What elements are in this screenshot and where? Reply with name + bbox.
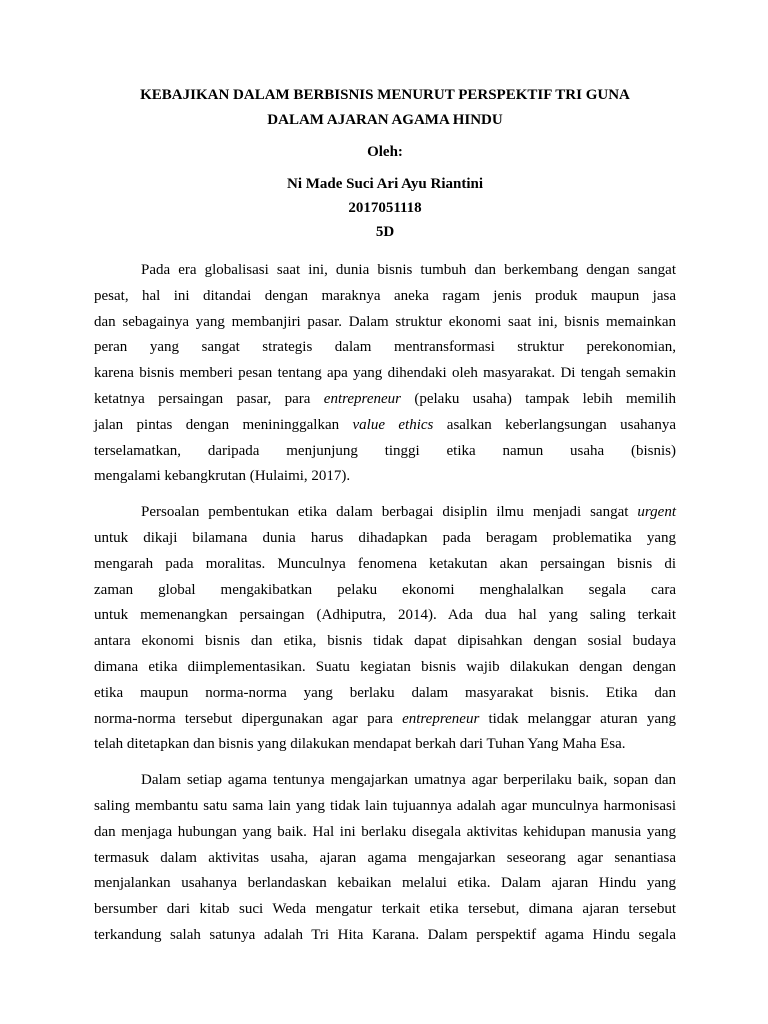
student-number: 2017051118	[348, 200, 422, 216]
title-line-2: DALAM AJARAN AGAMA HINDU	[267, 112, 503, 128]
oleh-label: Oleh:	[367, 144, 403, 160]
paragraph	[94, 500, 676, 758]
paragraph-line: norma-norma tersebut dipergunakan agar para entrepreneur tidak melanggar aturan yang	[94, 710, 676, 727]
paragraph	[94, 258, 676, 490]
paragraph-line: jalan pintas dengan menininggalkan value ethics asalkan keberlangsungan usahanya	[94, 416, 676, 433]
document-header	[94, 86, 676, 242]
paragraph-line: Dalam setiap agama tentunya mengajarkan umatnya agar berperilaku baik, sopan dan	[141, 772, 676, 789]
paragraph-line: terkandung salah satunya adalah Tri Hita Karana. Dalam perspektif agama Hindu segala	[94, 926, 676, 943]
paragraph-line: terselamatkan, daripada menjunjung tinggi etika namun usaha (bisnis)	[94, 442, 676, 459]
class-label: 5D	[375, 224, 395, 240]
paragraph-line: dimana etika diimplementasikan. Suatu kegiatan bisnis wajib dilakukan dengan dengan	[94, 658, 676, 675]
paragraph-line: Pada era globalisasi saat ini, dunia bisnis tumbuh dan berkembang dengan sangat	[141, 262, 676, 278]
italic-term: entrepreneur	[402, 710, 480, 727]
paragraph-line: zaman global mengakibatkan pelaku ekonomi menghalalkan segala cara	[94, 581, 676, 598]
paragraph-line: peran yang sangat strategis dalam mentransformasi struktur perekonomian,	[94, 339, 676, 356]
paragraph-line: dan menjaga hubungan yang baik. Hal ini berlaku disegala aktivitas kehidupan manusia yang	[94, 823, 676, 840]
title-line-1: KEBAJIKAN DALAM BERBISNIS MENURUT PERSPEKTIF TRI GUNA	[140, 87, 630, 103]
paragraph-line: pesat, hal ini ditandai dengan maraknya aneka ragam jenis produk maupun jasa	[94, 287, 676, 304]
author-name: Ni Made Suci Ari Ayu Riantini	[287, 176, 483, 192]
paragraph-line: Persoalan pembentukan etika dalam berbagai disiplin ilmu menjadi sangat urgent	[141, 504, 676, 521]
paragraph-line: untuk dikaji bilamana dunia harus dihadapkan pada beragam problematika yang	[94, 529, 676, 546]
paragraph-line: antara ekonomi bisnis dan etika, bisnis tidak dapat dipisahkan dengan sosial budaya	[94, 633, 676, 650]
paragraph-line: bersumber dari kitab suci Weda mengatur terkait etika tersebut, dimana ajaran tersebut	[94, 901, 676, 918]
paragraph-line: telah ditetapkan dan bisnis yang dilakukan mendapat berkah dari Tuhan Yang Maha Esa.	[94, 736, 626, 753]
paragraph	[94, 768, 676, 949]
paragraph-line: termasuk dalam aktivitas usaha, ajaran agama mengajarkan seseorang agar senantiasa	[94, 849, 676, 866]
paragraph-line: saling membantu satu sama lain yang tidak lain tujuannya adalah agar munculnya harmonisasi	[94, 797, 676, 814]
paragraph-line: dan sebagainya yang membanjiri pasar. Dalam struktur ekonomi saat ini, bisnis memainkan	[94, 313, 676, 330]
paragraph-line: mengarah pada moralitas. Munculnya fenomena ketakutan akan persaingan bisnis di	[94, 555, 676, 572]
paragraph-line: untuk memenangkan persaingan (Adhiputra, 2014). Ada dua hal yang saling terkait	[94, 607, 676, 624]
paragraph-line: mengalami kebangkrutan (Hulaimi, 2017).	[94, 468, 351, 485]
document-body	[94, 258, 676, 949]
italic-term: value ethics	[352, 416, 434, 433]
paragraph-line: etika maupun norma-norma yang berlaku dalam masyarakat bisnis. Etika dan	[94, 684, 676, 701]
paragraph-line: menjalankan usahanya berlandaskan kebaikan melalui etika. Dalam ajaran Hindu yang	[94, 875, 676, 892]
italic-term: entrepreneur	[323, 390, 401, 407]
paragraph-line: karena bisnis memberi pesan tentang apa yang dihendaki oleh masyarakat. Di tengah semakin	[94, 365, 676, 382]
italic-term: urgent	[637, 504, 676, 521]
paragraph-line: ketatnya persaingan pasar, para entrepreneur (pelaku usaha) tampak lebih memilih	[94, 390, 677, 407]
